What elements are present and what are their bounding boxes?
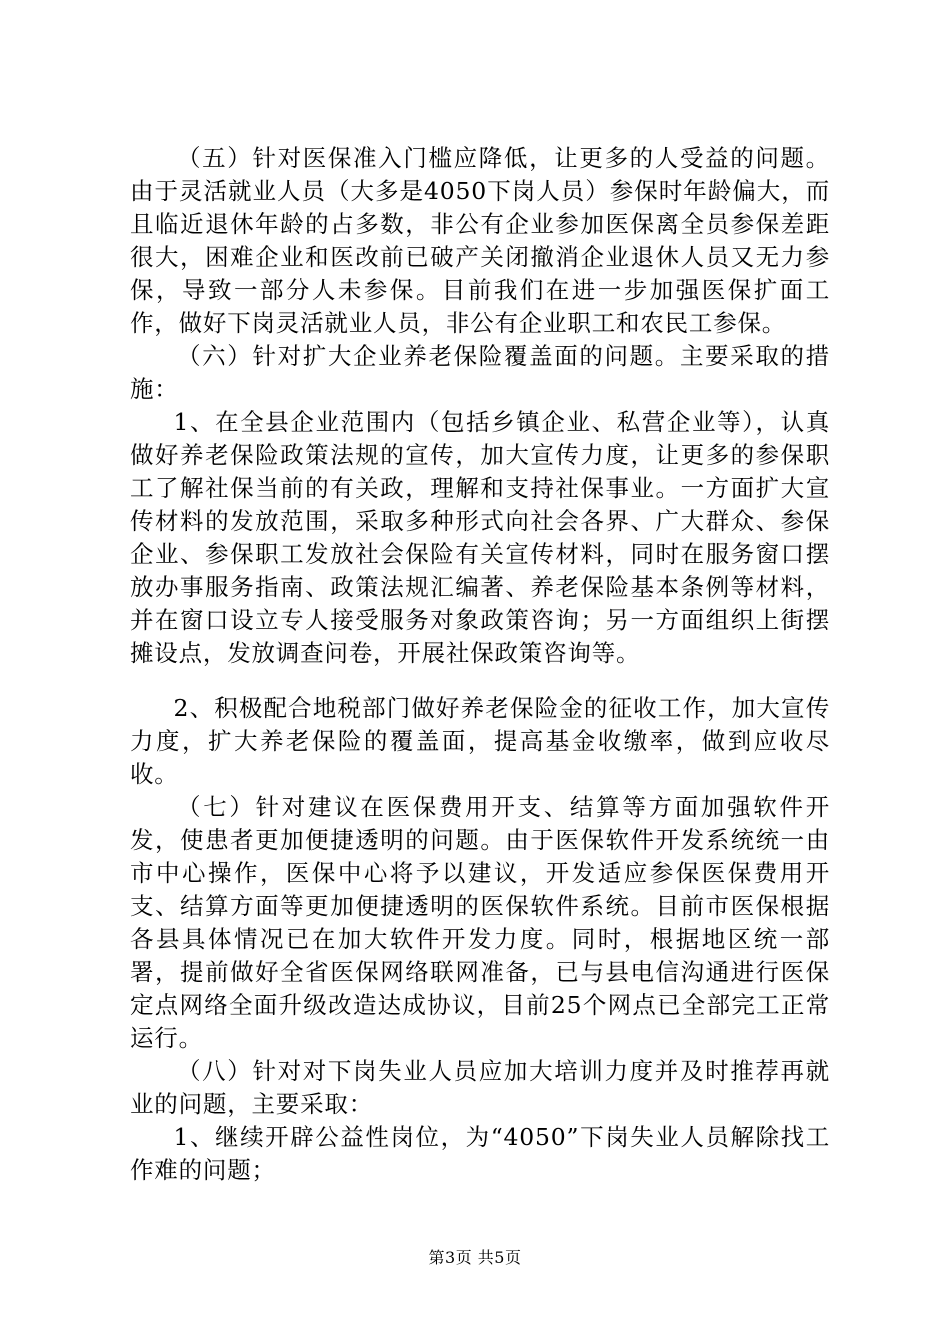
paragraph-6-pension-coverage: （六）针对扩大企业养老保险覆盖面的问题。主要采取的措施： (130, 342, 830, 403)
paragraph-8-reemployment-training: （八）针对对下岗失业人员应加大培训力度并及时推荐再就业的问题，主要采取： (130, 1057, 830, 1118)
paragraph-8-measure-1: 1、继续开辟公益性岗位，为“4050”下岗失业人员解除找工作难的问题； (130, 1123, 830, 1184)
paragraph-6-measure-2: 2、积极配合地税部门做好养老保险金的征收工作，加大宣传力度，扩大养老保险的覆盖面，提高基金收缴率，做到应收尽收。 (130, 694, 830, 788)
paragraph-7-software-development: （七）针对建议在医保费用开支、结算等方面加强软件开发，使患者更加便捷透明的问题。由于医保软件开发系统统一由市中心操作，医保中心将予以建议，开发适应参保医保费用开支、结算方面等更加便捷透明的医保软件系统。目前市医保根据各县具体情况已在加大软件开发力度。同时，根据地区统一部署，提前做好全省医保网络联网准备，已与县电信沟通进行医保定点网络全面升级改造达成协议，目前25个网点已全部完工正常运行。 (130, 793, 830, 1052)
paragraph-spacer (130, 670, 830, 692)
paragraph-6-measure-1: 1、在全县企业范围内（包括乡镇企业、私营企业等），认真做好养老保险政策法规的宣传，加大宣传力度，让更多的参保职工了解社保当前的有关政，理解和支持社保事业。一方面扩大宣传材料的发放范围，采取多种形式向社会各界、广大群众、参保企业、参保职工发放社会保险有关宣传材料，同时在服务窗口摆放办事服务指南、政策法规汇编著、养老保险基本条例等材料，并在窗口设立专人接受服务对象政策咨询；另一方面组织上街摆摊设点，发放调查问卷，开展社保政策咨询等。 (130, 408, 830, 667)
page-number-footer: 第3页 共5页 (428, 1248, 522, 1267)
paragraph-5-medical-insurance-threshold: （五）针对医保准入门槛应降低，让更多的人受益的问题。由于灵活就业人员（大多是4050下岗人员）参保时年龄偏大，而且临近退休年龄的占多数，非公有企业参加医保离全员参保差距很大，困难企业和医改前已破产关闭撤消企业退休人员又无力参保，导致一部分人未参保。目前我们在进一步加强医保扩面工作，做好下岗灵活就业人员，非公有企业职工和农民工参保。 (130, 144, 830, 337)
document-body (130, 142, 830, 1187)
